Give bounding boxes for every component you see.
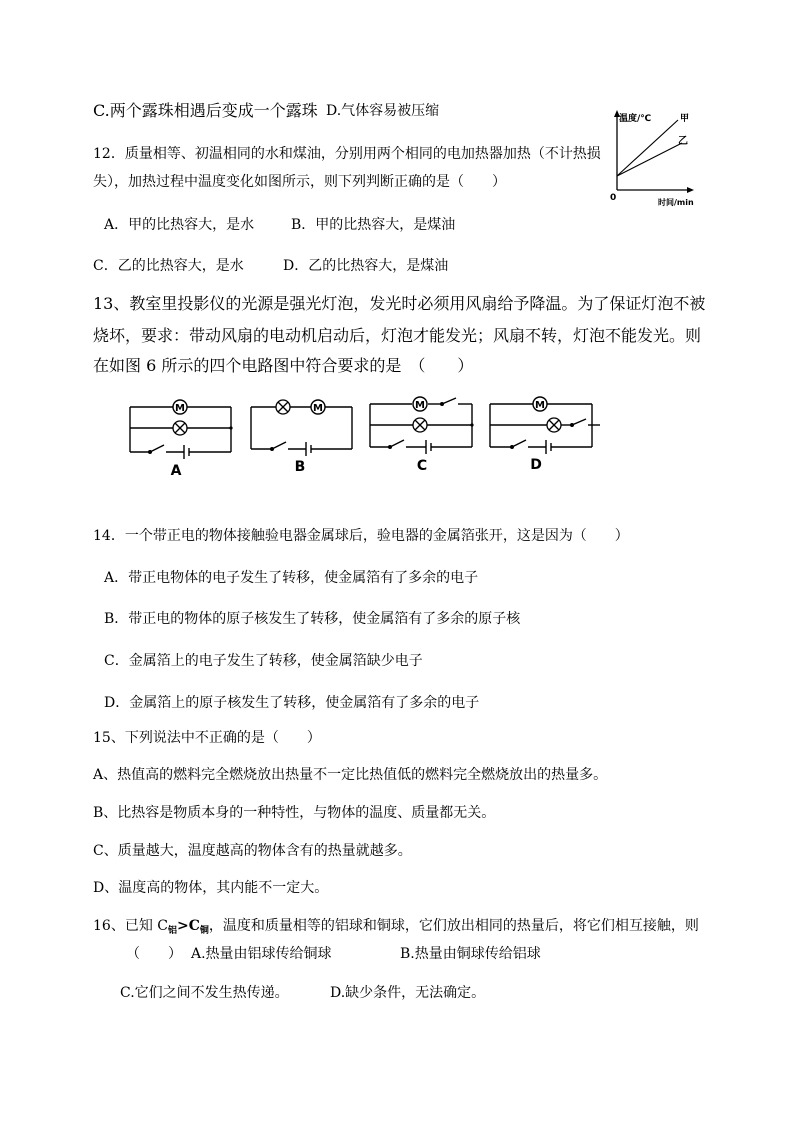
circuit-b (251, 407, 352, 456)
circuit-d (490, 404, 600, 454)
q15-option-c: C、质量越大，温度越高的物体含有的热量就越多。 (93, 843, 412, 859)
graph-origin: 0 (610, 193, 617, 203)
q14-option-a: A．带正电物体的电子发生了转移，使金属箔有了多余的电子 (104, 570, 479, 586)
q13-stem-line2: 烧坏，要求：带动风扇的电动机启动后，灯泡才能发光；风扇不转，灯泡不能发光。则 (93, 326, 702, 345)
graph-line-jia (617, 120, 678, 176)
q16-rest: ，温度和质量相等的铝球和铜球，它们放出相同的热量后，将它们相互接触，则 (208, 918, 699, 934)
q16-paren: （ ） (126, 946, 182, 962)
q16-stem (93, 916, 699, 941)
q12-stem-line1: 12．质量相等、初温相同的水和煤油，分别用两个相同的电加热器加热（不计热损 (93, 146, 601, 162)
q12-option-c: C．乙的比热容大，是水 (93, 258, 244, 274)
motor-label-c: M (415, 400, 425, 411)
q12-option-d: D．乙的比热容大，是煤油 (283, 258, 449, 274)
q14-option-d: D．金属箔上的原子核发生了转移，使金属箔有了多余的电子 (104, 695, 480, 711)
q16-gt: >C (177, 918, 200, 934)
q11-option-c: C.两个露珠相遇后变成一个露珠 (93, 101, 318, 120)
q13-stem-line1: 13、教室里投影仪的光源是强光灯泡，发光时必须用风扇给予降温。为了保证灯泡不被 (93, 294, 706, 313)
graph-x-arrow (687, 187, 694, 193)
q16-sub-copper: 铜 (199, 926, 209, 936)
q16-option-b: B.热量由铜球传给铝球 (400, 946, 541, 962)
graph-series-jia-label: 甲 (680, 114, 690, 124)
circuit-label-c: C (416, 458, 428, 474)
temperature-time-graph (598, 108, 734, 212)
q12-stem-line2: 失），加热过程中温度变化如图所示，则下列判断正确的是（ ） (93, 174, 506, 190)
q16-option-c: C.它们之间不发生热传递。 (120, 985, 289, 1001)
graph-xlabel: 时间/min (658, 198, 694, 207)
circuit-label-d: D (530, 457, 542, 473)
q16-option-d: D.缺少条件，无法确定。 (330, 985, 486, 1001)
motor-label-d: M (535, 400, 545, 411)
q16-prefix: 16、已知 C (93, 918, 168, 934)
q16-option-a: A.热量由铝球传给铜球 (191, 946, 332, 962)
q15-option-b: B、比热容是物质本身的一种特性，与物体的温度、质量都无关。 (93, 805, 496, 821)
q16-sub-aluminum: 铝 (167, 926, 177, 936)
q15-option-d: D、温度高的物体，其内能不一定大。 (93, 880, 329, 896)
q12-option-a: A．甲的比热容大，是水 (104, 217, 255, 233)
circuit-label-a: A (170, 463, 182, 479)
motor-label-b: M (313, 403, 323, 414)
q14-option-c: C．金属箔上的电子发生了转移，使金属箔缺少电子 (104, 653, 423, 669)
q12-option-b: B．甲的比热容大，是煤油 (291, 217, 456, 233)
circuit-diagrams (120, 392, 610, 484)
circuit-label-b: B (294, 459, 306, 475)
q14-stem: 14．一个带正电的物体接触验电器金属球后，验电器的金属箔张开，这是因为（ ） (93, 528, 629, 544)
q13-stem-line3: 在如图 6 所示的四个电路图中符合要求的是 （ ） (93, 356, 474, 375)
q15-stem: 15、下列说法中不正确的是（ ） (93, 730, 321, 746)
q15-option-a: A、热值高的燃料完全燃烧放出热量不一定比热值低的燃料完全燃烧放出的热量多。 (93, 767, 608, 783)
q11-option-d: D.气体容易被压缩 (326, 103, 440, 119)
graph-ylabel: 温度/℃ (619, 114, 652, 124)
motor-label-a: M (175, 403, 185, 414)
graph-line-yi (617, 143, 682, 176)
graph-series-yi-label: 乙 (678, 136, 688, 147)
q14-option-b: B．带正电的物体的原子核发生了转移，使金属箔有了多余的原子核 (104, 611, 521, 627)
motor-icon (173, 397, 547, 414)
